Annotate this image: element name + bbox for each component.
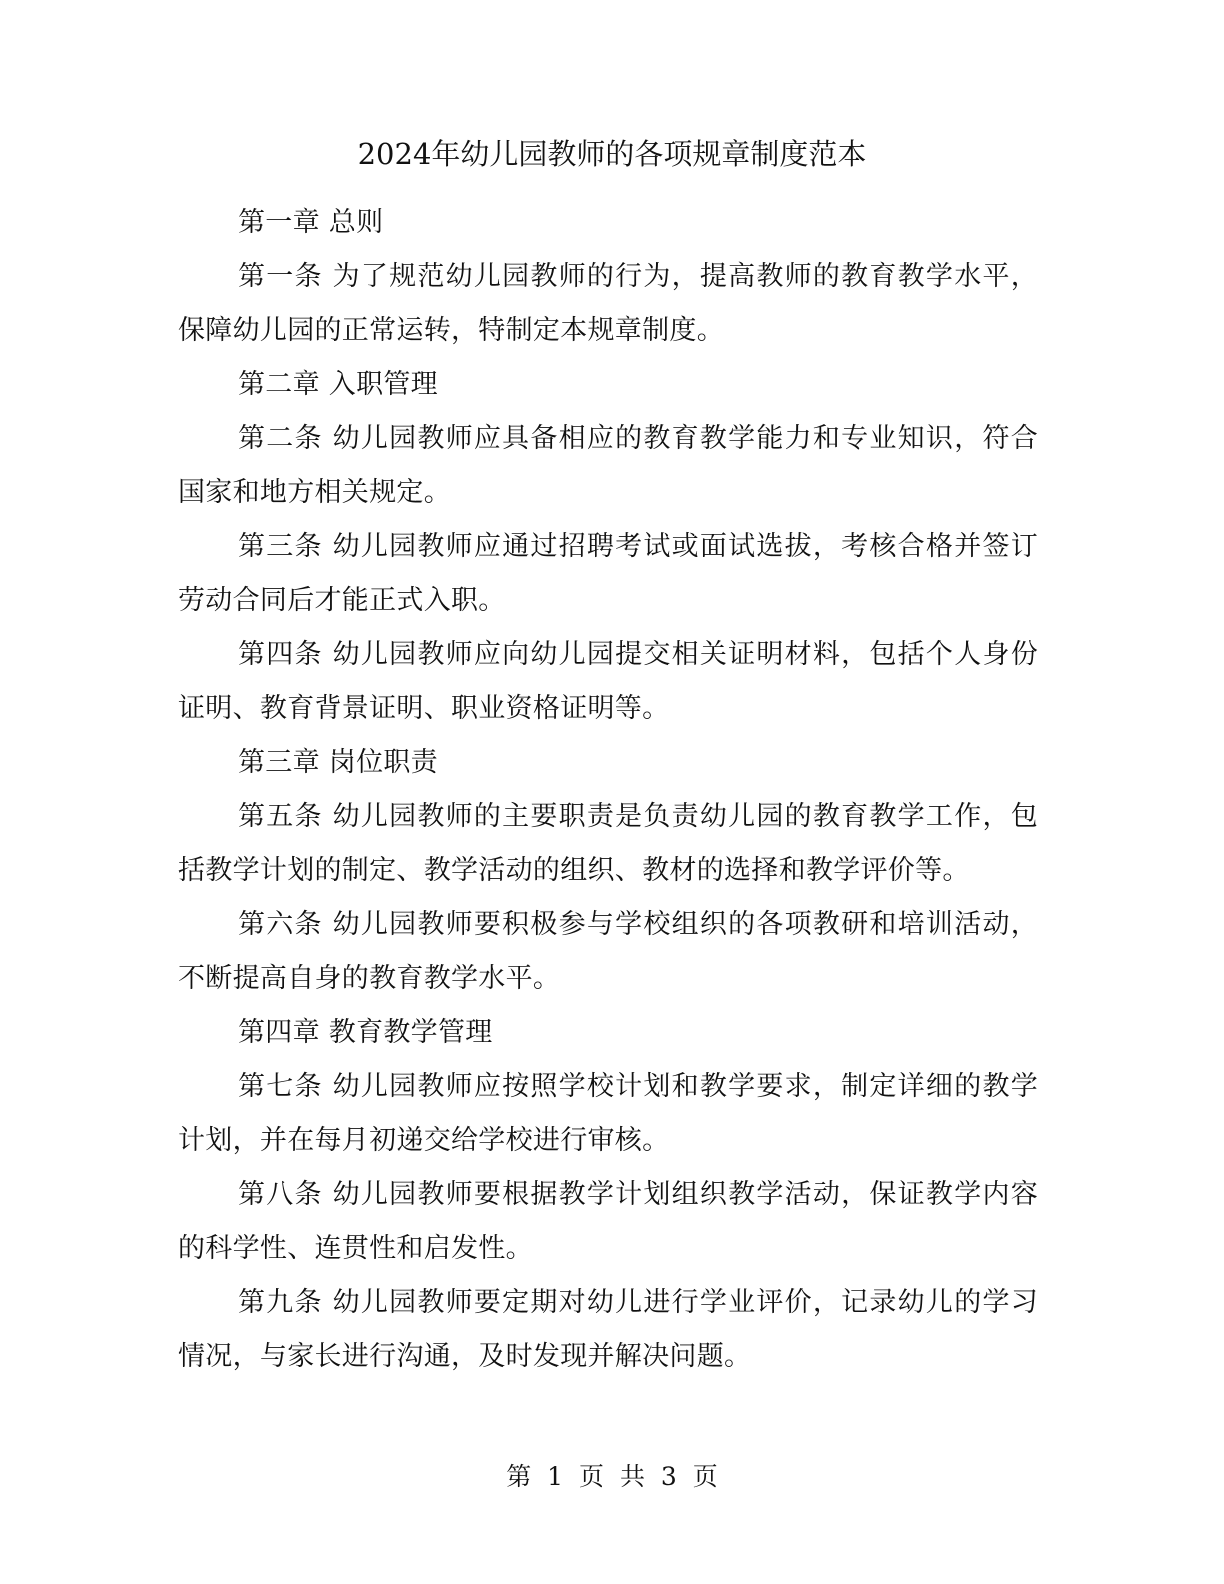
article-paragraph: 第二条 幼儿园教师应具备相应的教育教学能力和专业知识，符合国家和地方相关规定。	[178, 423, 1038, 508]
document-title: 2024年幼儿园教师的各项规章制度范本	[357, 137, 867, 171]
article-paragraph: 第三条 幼儿园教师应通过招聘考试或面试选拔，考核合格并签订劳动合同后才能正式入职。	[178, 531, 1038, 616]
article-paragraph: 第五条 幼儿园教师的主要职责是负责幼儿园的教育教学工作，包括教学计划的制定、教学活动的组织、教材的选择和教学评价等。	[178, 801, 1038, 886]
article-paragraph: 第六条 幼儿园教师要积极参与学校组织的各项教研和培训活动，不断提高自身的教育教学水平。	[178, 909, 1038, 994]
document-body	[178, 196, 1038, 1384]
chapter-heading: 第三章 岗位职责	[238, 747, 438, 778]
chapter-heading: 第二章 入职管理	[238, 369, 438, 400]
article-paragraph: 第四条 幼儿园教师应向幼儿园提交相关证明材料，包括个人身份证明、教育背景证明、职业资格证明等。	[178, 639, 1038, 724]
chapter-heading: 第一章 总则	[238, 207, 384, 238]
article-paragraph: 第八条 幼儿园教师要根据教学计划组织教学活动，保证教学内容的科学性、连贯性和启发性。	[178, 1179, 1038, 1264]
article-paragraph: 第七条 幼儿园教师应按照学校计划和教学要求，制定详细的教学计划，并在每月初递交给学校进行审核。	[178, 1071, 1038, 1156]
article-paragraph: 第九条 幼儿园教师要定期对幼儿进行学业评价，记录幼儿的学习情况，与家长进行沟通，及时发现并解决问题。	[178, 1287, 1038, 1372]
article-paragraph: 第一条 为了规范幼儿园教师的行为，提高教师的教育教学水平，保障幼儿园的正常运转，特制定本规章制度。	[178, 261, 1038, 346]
page-number-footer: 第 1 页 共 3 页	[506, 1462, 718, 1491]
chapter-heading: 第四章 教育教学管理	[238, 1017, 493, 1048]
